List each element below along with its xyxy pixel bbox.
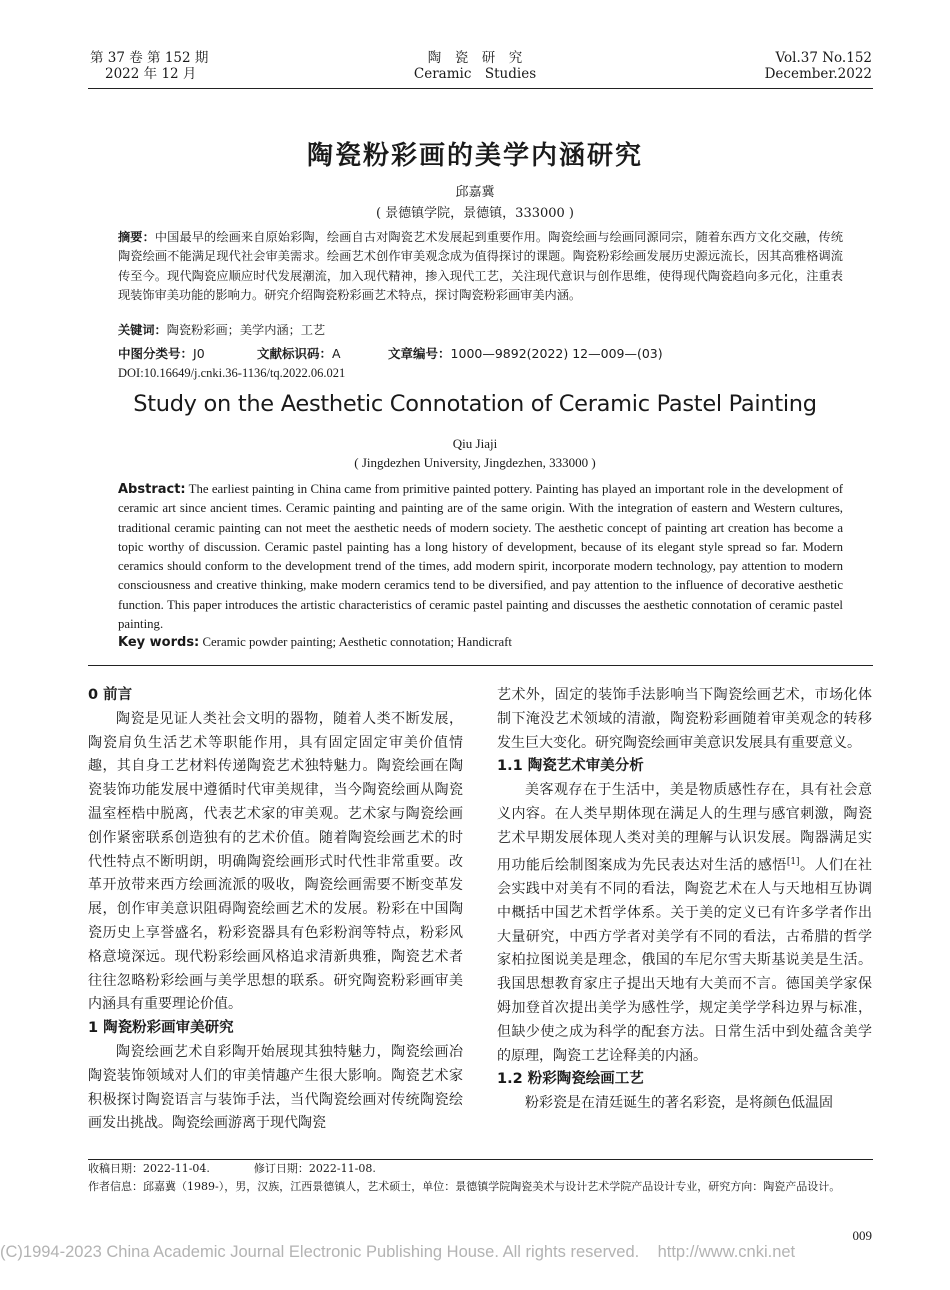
footnotes	[88, 1160, 878, 1196]
section-heading-1: 1 陶瓷粉彩画审美研究	[88, 1020, 234, 1037]
section-1-1-text-a: 美客观存在于生活中，美是物质感性存在，具有社会意义内容。在人类早期体现在满足人的生理与感官刺激，陶瓷艺术早期发展体现人类对美的理解与认识发展。陶器满足实用功能后绘制图案成为先民表达对生活的感悟	[497, 782, 872, 874]
doc-code-value: A	[332, 346, 341, 361]
keywords-cn-label: 关键词：	[118, 323, 167, 337]
section-1-2-paragraph: 粉彩瓷是在清廷诞生的著名彩瓷，是将颜色低温固	[525, 1095, 833, 1112]
author-information: 作者信息：邱嘉冀（1989-），男，汉族，江西景德镇人，艺术硕士，单位：景德镇学院陶瓷美术与设计艺术学院产品设计专业，研究方向：陶瓷产品设计。	[88, 1180, 841, 1193]
citation-1: [1]	[786, 856, 800, 867]
header-divider	[88, 88, 873, 89]
keywords-cn-text: 陶瓷粉彩画；美学内涵；工艺	[166, 323, 326, 337]
keywords-cn	[118, 321, 843, 340]
author-en: Qiu Jiaji	[452, 436, 498, 451]
section-heading-1-2: 1.2 粉彩陶瓷绘画工艺	[497, 1071, 644, 1088]
article-number-label: 文章编号：	[388, 346, 451, 361]
abstract-en	[118, 480, 843, 634]
section-1-continued: 艺术外，固定的装饰手法影响当下陶瓷绘画艺术，市场化体制下淹没艺术领域的清澈，陶瓷粉彩画随着审美观念的转移发生巨大变化。研究陶瓷绘画审美意识发展具有重要意义。	[497, 687, 872, 751]
abstract-cn-label: 摘要：	[118, 230, 155, 244]
section-1-paragraph: 陶瓷绘画艺术自彩陶开始展现其独特魅力，陶瓷绘画冶陶瓷装饰领域对人们的审美情趣产生很大影响。陶瓷艺术家积极探讨陶瓷语言与装饰手法，当代陶瓷绘画对传统陶瓷绘画发出挑战。陶瓷绘画游离于现代陶瓷	[88, 1043, 463, 1132]
clc-label: 中图分类号：	[118, 346, 194, 361]
volume-number: Vol.37 No.152	[775, 50, 872, 66]
issue-volume: 第 37 卷 第 152 期	[90, 50, 209, 66]
section-heading-1-1: 1.1 陶瓷艺术审美分析	[497, 758, 644, 775]
preface-paragraph: 陶瓷是见证人类社会文明的器物，随着人类不断发展，陶瓷肩负生活艺术等职能作用，具有固定固定审美价值情趣，其自身工艺材料传递陶瓷艺术独特魅力。陶瓷绘画在陶瓷装饰功能发展中遵循时代审美规律，当今陶瓷绘画从陶瓷温室桎梏中脱离，代表艺术家的审美观。艺术家与陶瓷绘画创作紧密联系创造独有的艺术价值。随着陶瓷绘画艺术的时代性特点不断明朗，明确陶瓷绘画形式时代性非常重要。改革开放带来西方绘画流派的吸收，陶瓷绘画需要不断变革发展，创作审美意识阻碍陶瓷绘画艺术的发展。粉彩在中国陶瓷历史上享誉盛名，粉彩瓷器具有色彩粉润等特点，粉彩风格意境深远。现代粉彩绘画风格追求清新典雅，陶瓷艺术者往往忽略粉彩绘画与美学思想的联系。研究陶瓷粉彩画审美内涵具有重要理论价值。	[88, 710, 463, 1013]
author-cn: 邱嘉冀	[455, 185, 495, 200]
body-left-column	[88, 684, 463, 1136]
classification-line	[118, 344, 858, 363]
journal-name-en: Ceramic Studies	[413, 66, 537, 82]
clc-value: J0	[193, 346, 205, 361]
received-dates: 收稿日期：2022-11-04. 修订日期：2022-11-08.	[88, 1162, 376, 1175]
copyright-watermark: (C)1994-2023 China Academic Journal Electronic Publishing House. All rights reserved. http://www.cnki.net	[0, 1243, 796, 1261]
keywords-en-label: Key words:	[118, 635, 200, 650]
journal-name-cn: 陶 瓷 研 究	[427, 50, 523, 66]
page-number: 009	[852, 1228, 872, 1243]
keywords-en	[118, 633, 843, 652]
issue-date: 2022 年 12 月	[105, 66, 197, 82]
article-number-value: 1000—9892(2022) 12—009—(03)	[450, 346, 663, 361]
affiliation-en: ( Jingdezhen University, Jingdezhen, 333000 )	[354, 455, 596, 470]
abstract-en-text: The earliest painting in China came from primitive painted pottery. Painting has played an important role in the development of ceramic art since ancient times. Ceramic painting and painting are of the same origin. With the integration of eastern and Western cultures, traditional ceramic painting can not meet the aesthetic needs of modern society. The aesthetic concept of painting art creation has become a topic worthy of discussion. Ceramic pastel painting has a long history of development, because of its elegant style spread so far. Modern ceramics should conform to the development trend of the times, add modern spirit, incorporate modern technology, pay attention to modern consciousness and creative thinking, make modern ceramics tend to be diversified, and pay attention to the influence of decorative aesthetic function. This paper introduces the artistic characteristics of ceramic pastel painting and discusses the aesthetic connotation of ceramic pastel painting.	[118, 482, 843, 632]
journal-volume-en	[765, 50, 872, 82]
paper-title-en: Study on the Aesthetic Connotation of Ceramic Pastel Painting	[133, 391, 817, 417]
volume-date: December.2022	[764, 66, 872, 82]
section-divider	[88, 665, 873, 666]
paper-title-cn: 陶瓷粉彩画的美学内涵研究	[306, 141, 643, 171]
abstract-en-label: Abstract:	[118, 482, 186, 497]
section-1-1-text-b: 。人们在社会实践中对美有不同的看法，陶瓷艺术在人与天地相互协调中概括中国艺术哲学体系。关于美的定义已有许多学者作出大量研究，中西方学者对美学有不同的看法，古希腊的哲学家柏拉图说美是理念，俄国的车尼尔雪夫斯基说美是生活。我国思想教育家庄子提出天地有大美而不言。德国美学家保姆加登首次提出美学为感性学，规定美学学科边界与标准，但缺少使之成为科学的配套方法。日常生活中到处蕴含美学的原理，陶瓷工艺诠释美的内涵。	[497, 857, 873, 1064]
abstract-cn	[118, 228, 843, 305]
abstract-cn-text: 中国最早的绘画来自原始彩陶，绘画自古对陶瓷艺术发展起到重要作用。陶瓷绘画与绘画同源同宗，随着东西方文化交融，传统陶瓷绘画不能满足现代社会审美需求。绘画艺术创作审美观念成为值得探讨的课题。陶瓷粉彩绘画发展历史源远流长，因其高雅格调流传至今。现代陶瓷应顺应时代发展潮流，加入现代精神，掺入现代工艺，关注现代意识与创作思维，使得现代陶瓷趋向多元化，注重表现装饰审美功能的影响力。研究介绍陶瓷粉彩画艺术特点，探讨陶瓷粉彩画审美内涵。	[118, 230, 844, 302]
section-1-1-paragraph	[497, 779, 872, 1068]
doc-code-label: 文献标识码：	[257, 346, 333, 361]
keywords-en-text: Ceramic powder painting; Aesthetic connotation; Handicraft	[199, 635, 512, 649]
affiliation-cn: ( 景德镇学院，景德镇，333000 )	[375, 206, 575, 221]
body-right-column	[497, 684, 872, 1116]
doi: DOI:10.16649/j.cnki.36-1136/tq.2022.06.021	[118, 366, 346, 380]
section-heading-preface: 0 前言	[88, 687, 133, 703]
